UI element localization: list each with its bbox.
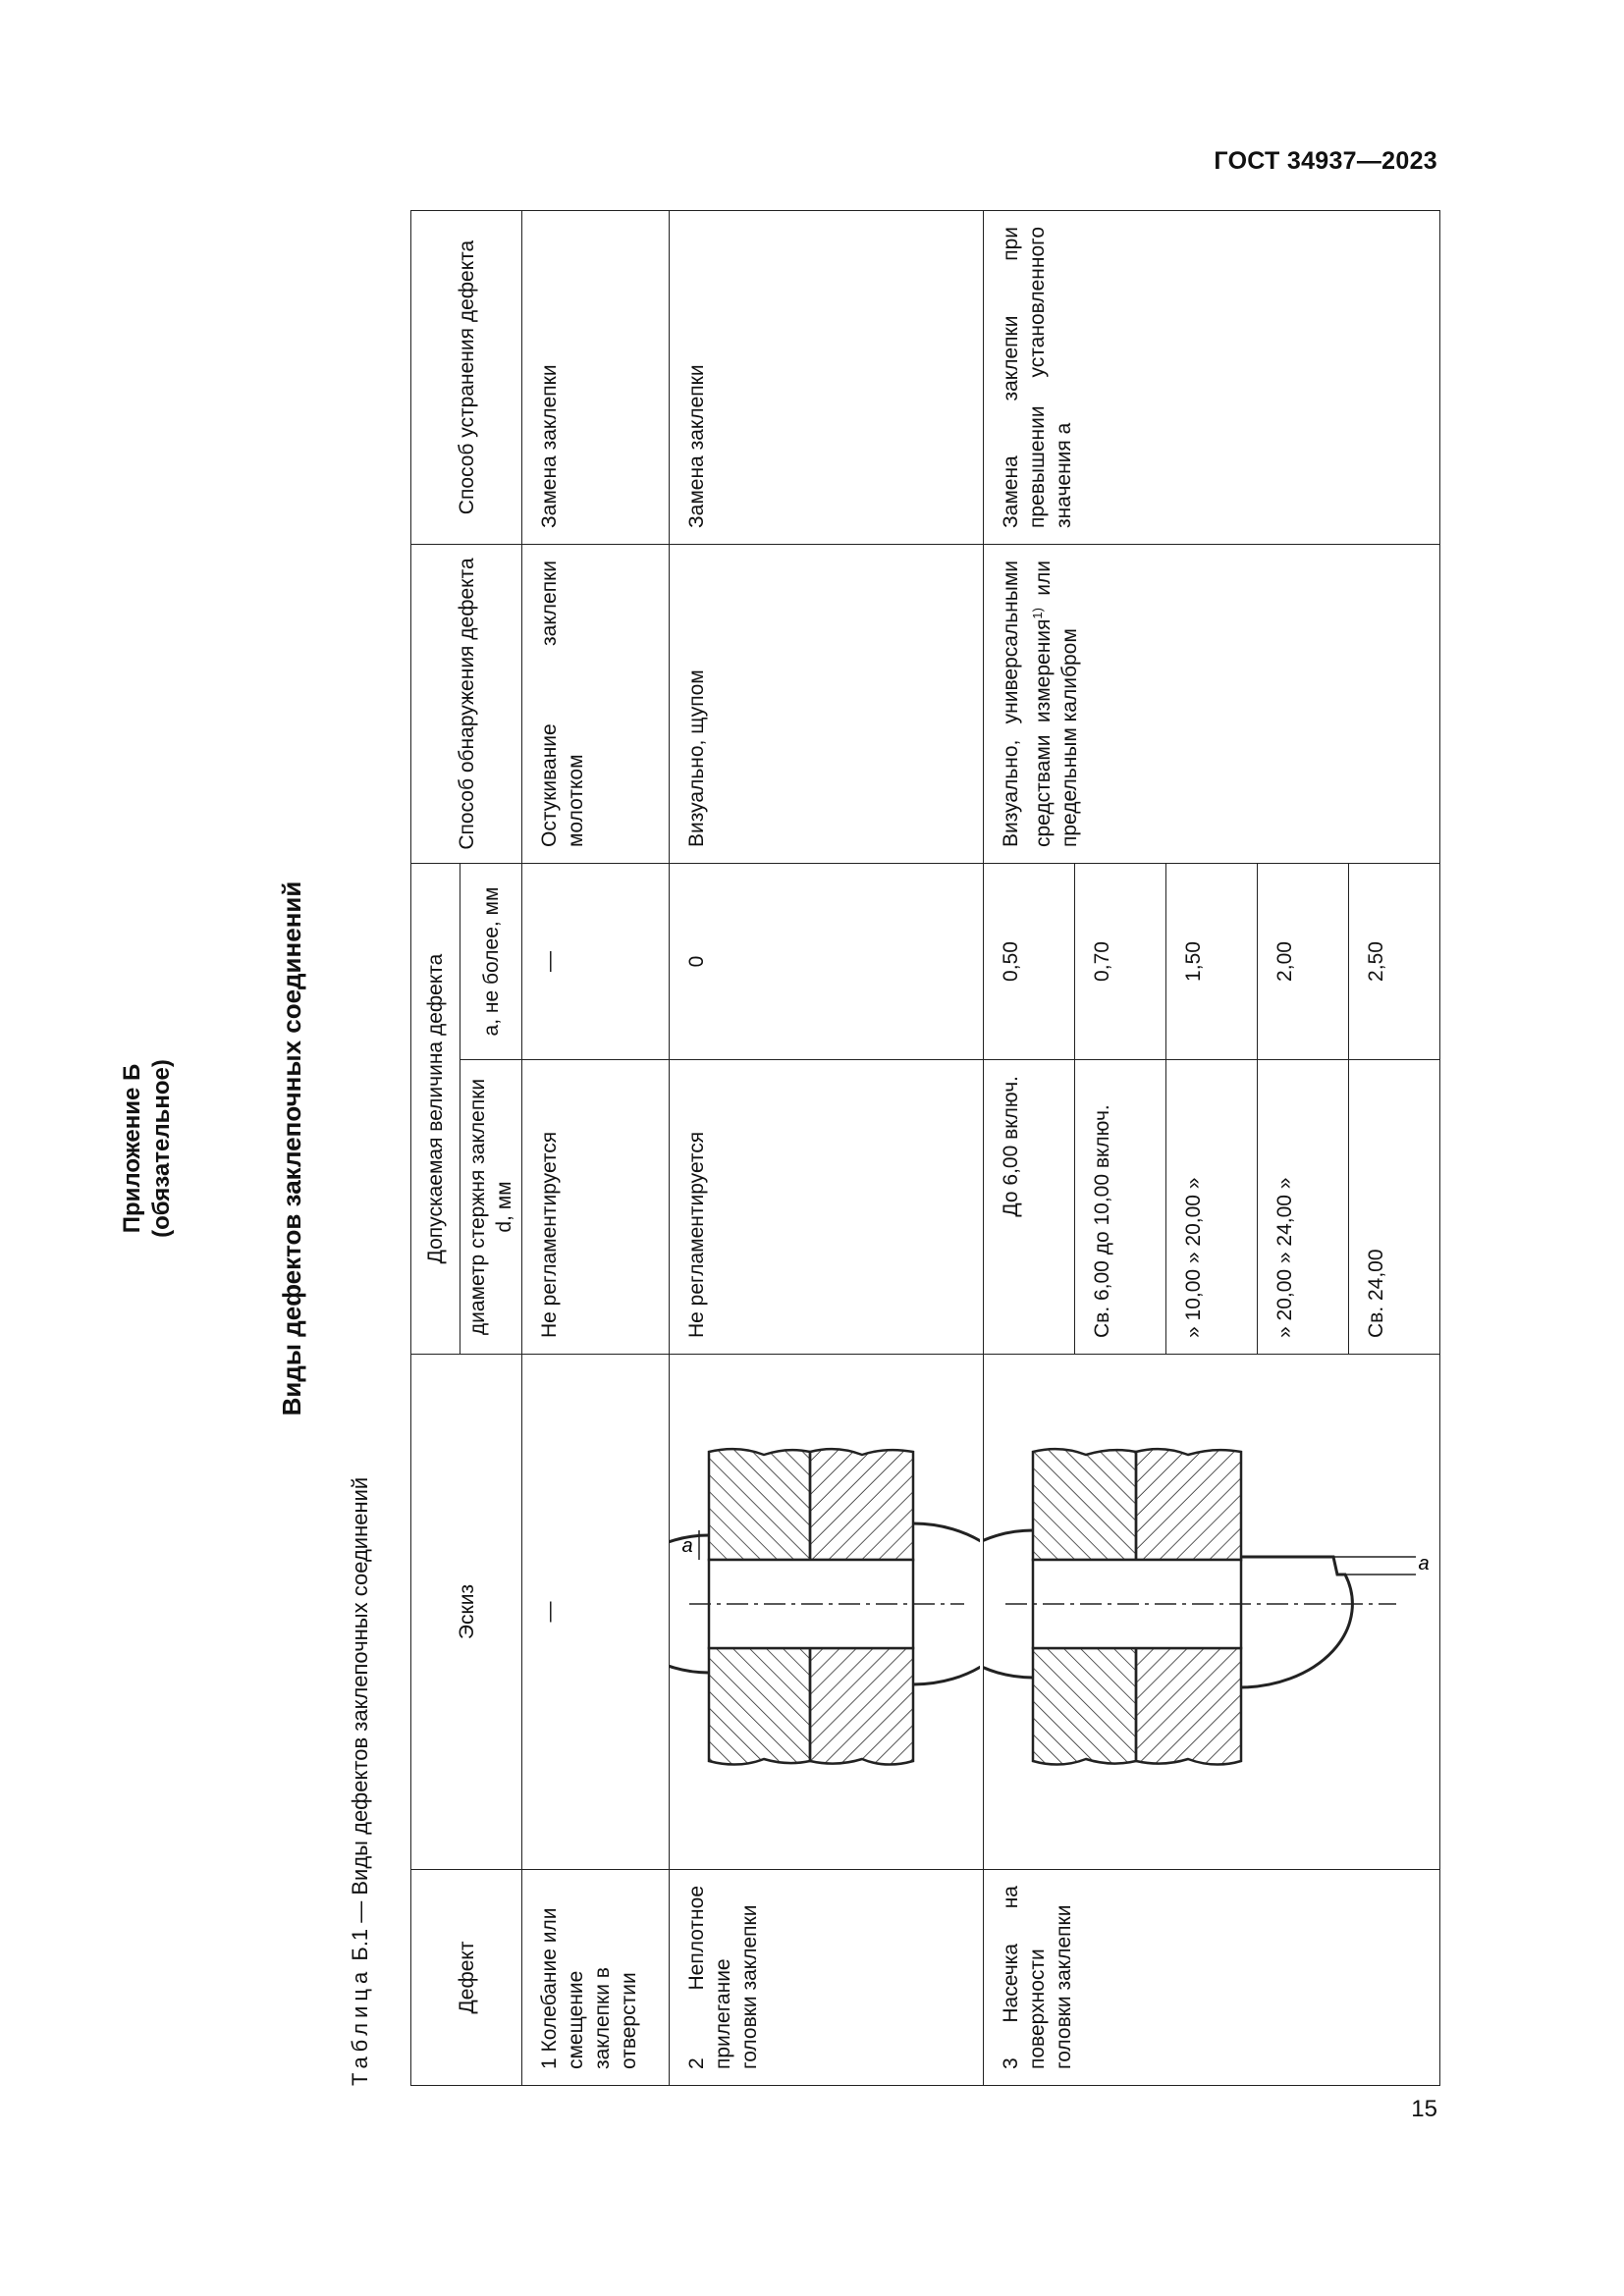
row3-sketch	[984, 1355, 1440, 1870]
header-allowed: Допускаемая величина дефекта	[411, 864, 460, 1355]
row3-diameter-2: Св. 6,00 до 10,00 включ.	[1075, 1060, 1166, 1354]
row3-a-1: 0,50	[984, 864, 1075, 1059]
defects-table	[410, 210, 1440, 2086]
annex-status: (обязательное)	[148, 1059, 175, 1238]
sketch-label-a: a	[681, 1535, 693, 1557]
row1-diameter: Не регламентируется	[538, 1131, 561, 1338]
table-row	[522, 211, 670, 2086]
header-diameter: диаметр стержня заклепки d, мм	[460, 1060, 522, 1355]
page-number: 15	[1411, 2096, 1437, 2122]
row1-detection: Остукивание заклепки молотком	[538, 561, 587, 847]
table-row	[984, 211, 1440, 2086]
defects-table-wrap	[410, 211, 1432, 2086]
row2-elimination: Замена заклепки	[685, 364, 708, 528]
row2-a: 0	[685, 955, 708, 968]
row3-a-2: 0,70	[1075, 864, 1166, 1059]
rotated-content	[119, 211, 1434, 2086]
row2-diameter: Не регламентируется	[685, 1131, 708, 1338]
row3-detection	[984, 545, 1097, 863]
row3-diameter-5: Св. 24,00	[1365, 1249, 1387, 1338]
row2-defect: 2 Неплотное прилегание головки заклепки	[685, 1886, 761, 2069]
table-caption	[348, 1477, 373, 2086]
row3-diameter-3: » 10,00 » 20,00 »	[1166, 1060, 1258, 1354]
row3-a-list	[984, 864, 1439, 1059]
header-a: a, не более, мм	[460, 864, 522, 1060]
row1-defect: 1 Колебание или смещение заклепки в отверстии	[538, 1907, 640, 2069]
sketch-label-a: a	[1418, 1553, 1430, 1575]
caption-rest: Б.1 — Виды дефектов заклепочных соединений	[348, 1476, 372, 1967]
row2-sketch	[670, 1355, 984, 1870]
main-title: Виды дефектов заклепочных соединений	[277, 881, 306, 1416]
header-elimination: Способ устранения дефекта	[411, 211, 522, 545]
table-row	[670, 211, 984, 2086]
row3-a-3: 1,50	[1166, 864, 1258, 1059]
row3-defect: 3 Насечка на поверхности головки заклепки	[1000, 1886, 1075, 2069]
row3-diameter-4: » 20,00 » 24,00 »	[1258, 1060, 1349, 1354]
row3-detection-text: Визуально, универсальными средствами измерения	[1000, 561, 1055, 847]
rivet-notch-sketch	[984, 1359, 1435, 1869]
row2-detection: Визуально, щупом	[685, 669, 708, 847]
caption-prefix: Таблица	[348, 1966, 372, 2086]
footnote-ref: 1)	[1030, 608, 1045, 619]
annex-heading	[118, 211, 177, 2086]
rivet-gap-sketch	[670, 1359, 980, 1869]
row3-diameter-list	[984, 1060, 1439, 1354]
row3-diameter-1: До 6,00 включ.	[984, 1060, 1075, 1354]
row3-a-5: 2,50	[1365, 941, 1387, 982]
row3-elimination: Замена заклепки при превышении установленного значения a	[1000, 227, 1075, 528]
row1-elimination: Замена заклепки	[538, 364, 561, 528]
document-code: ГОСТ 34937—2023	[1214, 147, 1437, 175]
annex-title: Приложение Б	[119, 1063, 145, 1234]
header-sketch: Эскиз	[411, 1355, 522, 1870]
header-defect: Дефект	[411, 1870, 522, 2086]
row1-sketch: —	[538, 1601, 561, 1623]
row1-a: —	[538, 951, 561, 972]
row3-a-4: 2,00	[1258, 864, 1349, 1059]
header-detection: Способ обнаружения дефекта	[411, 545, 522, 864]
header-row-1	[411, 211, 460, 2086]
row3-detection-text-end: или предельным калибром	[1032, 561, 1081, 847]
